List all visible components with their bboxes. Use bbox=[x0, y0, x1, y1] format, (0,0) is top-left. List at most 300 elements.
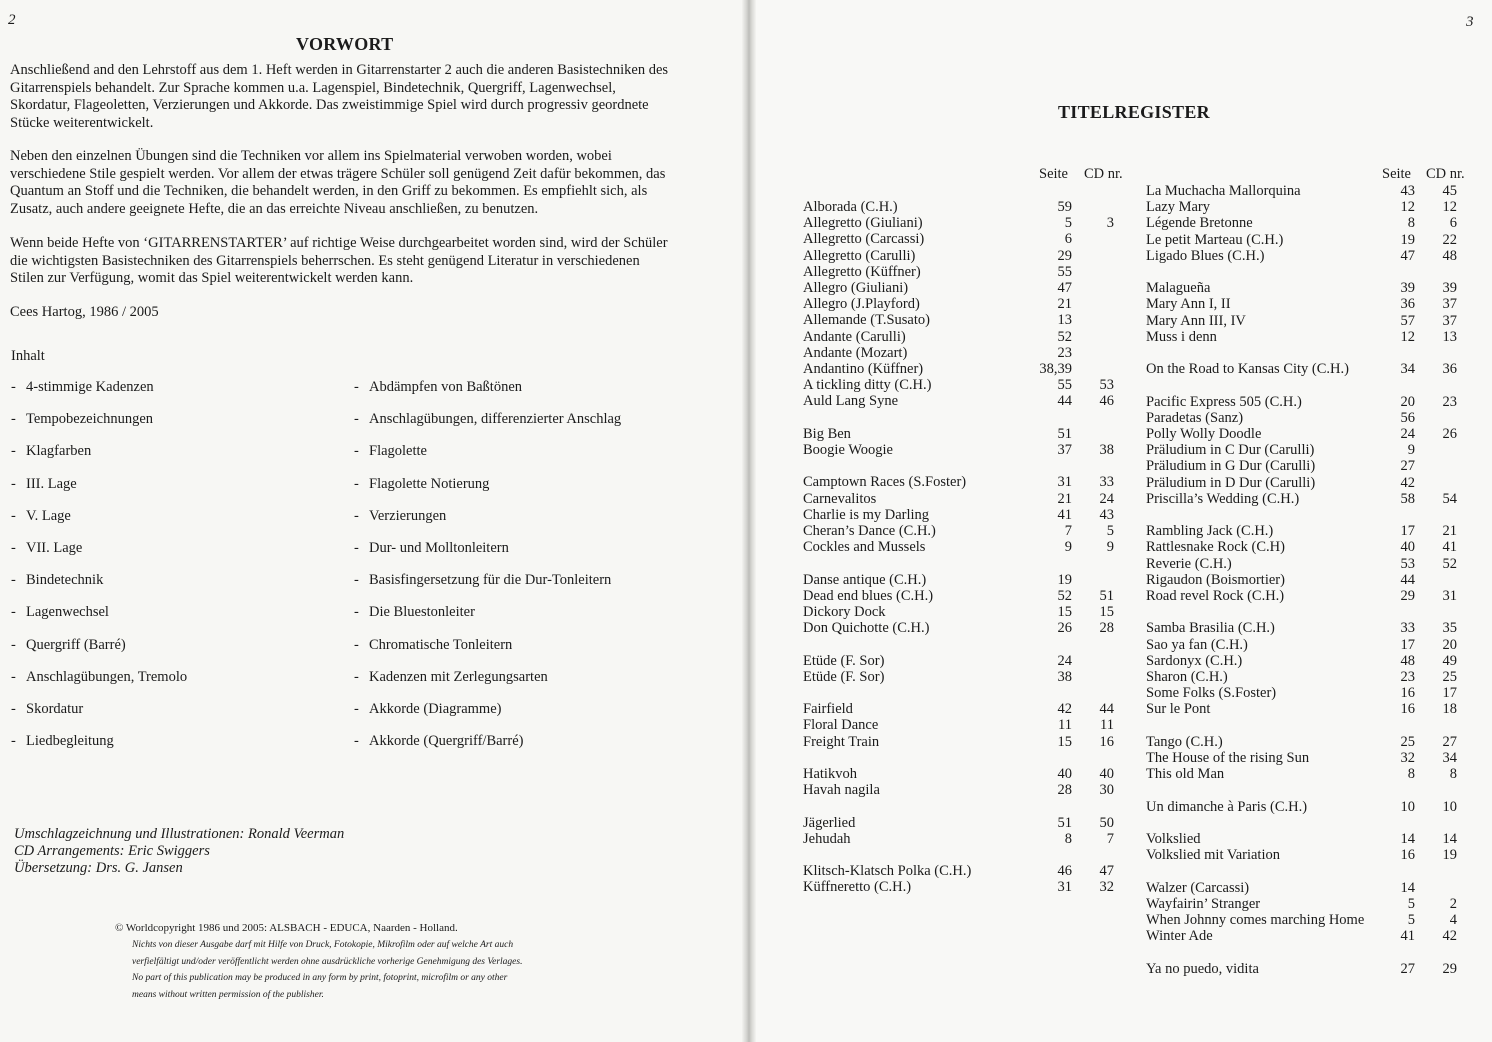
page-ref: 5 bbox=[1407, 895, 1415, 912]
index-row bbox=[803, 215, 1114, 231]
page-ref: 58 bbox=[1400, 490, 1415, 507]
column-header-cd: CD nr. bbox=[1426, 166, 1465, 182]
credit-line: CD Arrangements: Eric Swiggers bbox=[14, 843, 210, 859]
paragraph-text: Anschließend and den Lehrstoff aus dem 1. Heft werden in Gitarrenstarter 2 auch die anderen Basistechniken des Gitarrenspiels behandelt. Zur Sprache kommen u.a. Lagenspiel, Bindetechnik, Quergriff, Lagenwechsel, Skordatur, Flageoletten, Verzierungen und Akkorde. Das zweistimmige Spiel wird durch progressiv geordnete Stücke weiterentwickelt. bbox=[10, 62, 669, 131]
cd-track: 43 bbox=[1099, 506, 1114, 523]
cd-track: 47 bbox=[1099, 863, 1114, 880]
page-ref: 23 bbox=[1400, 669, 1415, 685]
page-number: 2 bbox=[8, 12, 16, 28]
piece-title: Wayfairin’ Stranger bbox=[1146, 895, 1261, 912]
index-row bbox=[803, 653, 1114, 669]
cd-track: 33 bbox=[1099, 474, 1114, 491]
page-ref: 41 bbox=[1400, 928, 1415, 945]
copyright-note: No part of this publication may be produced in any form by print, fotoprint, microfilm or any other bbox=[132, 973, 508, 983]
index-row bbox=[803, 248, 1114, 264]
piece-title: Präludium in D Dur (Carulli) bbox=[1146, 474, 1316, 491]
piece-title: Don Quichotte (C.H.) bbox=[803, 620, 930, 637]
index-row bbox=[803, 231, 1114, 247]
page-ref: 51 bbox=[1057, 814, 1072, 831]
index-row bbox=[1146, 426, 1457, 442]
piece-title: Mary Ann I, II bbox=[1146, 296, 1231, 313]
bullet-dash: - bbox=[354, 636, 359, 653]
bullet-dash: - bbox=[11, 443, 16, 460]
piece-title: Big Ben bbox=[803, 425, 851, 442]
page-ref: 16 bbox=[1400, 701, 1415, 718]
index-row bbox=[1146, 588, 1457, 604]
piece-title: Allemande (T.Susato) bbox=[803, 312, 930, 329]
bullet-dash: - bbox=[354, 701, 359, 717]
contents-item-label: Abdämpfen von Baßtönen bbox=[369, 379, 523, 395]
cd-track: 30 bbox=[1099, 782, 1114, 799]
page-ref: 28 bbox=[1057, 782, 1072, 799]
contents-item bbox=[354, 637, 512, 654]
piece-title: Danse antique (C.H.) bbox=[803, 571, 927, 588]
page-ref: 26 bbox=[1057, 620, 1072, 637]
piece-title: Dickory Dock bbox=[803, 604, 886, 620]
index-row bbox=[803, 474, 1114, 490]
page-ref: 42 bbox=[1400, 474, 1415, 491]
index-row bbox=[1146, 912, 1457, 928]
index-row bbox=[1146, 442, 1457, 458]
piece-title: Rambling Jack (C.H.) bbox=[1146, 523, 1274, 540]
contents-heading: Inhalt bbox=[11, 348, 45, 364]
index-row bbox=[1146, 199, 1457, 215]
copyright-notice bbox=[115, 922, 523, 1000]
page-ref: 20 bbox=[1400, 393, 1415, 410]
bullet-dash: - bbox=[11, 668, 16, 685]
cd-track: 16 bbox=[1099, 733, 1114, 750]
page-ref: 55 bbox=[1057, 377, 1072, 394]
page-title: TITELREGISTER bbox=[1058, 102, 1210, 122]
contents-item-label: Quergriff (Barré) bbox=[26, 636, 126, 653]
index-row bbox=[803, 831, 1114, 847]
contents-item bbox=[11, 508, 71, 525]
contents-item bbox=[354, 701, 501, 718]
index-row bbox=[1146, 750, 1457, 766]
piece-title: Winter Ade bbox=[1146, 928, 1213, 945]
page-ref: 6 bbox=[1064, 231, 1072, 248]
bullet-dash: - bbox=[11, 411, 16, 428]
credit-line: Übersetzung: Drs. G. Jansen bbox=[14, 860, 183, 876]
page-ref: 37 bbox=[1057, 442, 1072, 458]
piece-title: Cheran’s Dance (C.H.) bbox=[803, 523, 936, 539]
page-number: 3 bbox=[1466, 14, 1474, 30]
page-ref: 16 bbox=[1400, 847, 1415, 864]
cd-track: 25 bbox=[1442, 669, 1457, 685]
cd-track: 5 bbox=[1106, 523, 1114, 539]
bullet-dash: - bbox=[354, 507, 359, 524]
cd-track: 42 bbox=[1442, 928, 1457, 945]
contents-item bbox=[11, 476, 77, 493]
page-ref: 31 bbox=[1057, 879, 1072, 896]
page-ref: 52 bbox=[1057, 328, 1072, 345]
page-ref: 11 bbox=[1058, 717, 1072, 734]
piece-title: Allegretto (Küffner) bbox=[803, 263, 921, 280]
contents-item-label: III. Lage bbox=[26, 475, 77, 492]
page-ref: 59 bbox=[1057, 199, 1072, 215]
bullet-dash: - bbox=[354, 443, 359, 460]
contents-item bbox=[11, 637, 126, 654]
page-ref: 13 bbox=[1057, 312, 1072, 329]
page-ref: 56 bbox=[1400, 409, 1415, 426]
contents-item-label: Bindetechnik bbox=[26, 572, 104, 589]
cd-track: 17 bbox=[1442, 685, 1457, 702]
cd-track: 14 bbox=[1442, 831, 1457, 847]
cd-track: 44 bbox=[1099, 701, 1114, 718]
piece-title: Auld Lang Syne bbox=[803, 393, 899, 410]
index-row bbox=[1146, 183, 1457, 199]
cd-track: 26 bbox=[1442, 426, 1457, 442]
page-ref: 10 bbox=[1400, 798, 1415, 815]
contents-item-label: Lagenwechsel bbox=[26, 604, 109, 621]
page-ref: 24 bbox=[1057, 652, 1072, 669]
bullet-dash: - bbox=[354, 733, 359, 750]
piece-title: The House of the rising Sun bbox=[1146, 750, 1310, 766]
piece-title: A tickling ditty (C.H.) bbox=[803, 377, 932, 394]
cd-track: 23 bbox=[1442, 393, 1457, 410]
contents-item-label: 4-stimmige Kadenzen bbox=[26, 379, 154, 395]
contents-item-label: Chromatische Tonleitern bbox=[369, 636, 513, 653]
cd-track: 37 bbox=[1442, 296, 1457, 313]
index-row bbox=[1146, 329, 1457, 345]
index-row bbox=[803, 361, 1114, 377]
cd-track: 39 bbox=[1442, 280, 1457, 297]
index-row bbox=[803, 588, 1114, 604]
page-ref: 15 bbox=[1057, 733, 1072, 750]
cd-track: 22 bbox=[1442, 231, 1457, 248]
copyright-line: © Worldcopyright 1986 und 2005: ALSBACH - EDUCA, Naarden - Holland. bbox=[115, 922, 458, 934]
piece-title: Präludium in C Dur (Carulli) bbox=[1146, 442, 1315, 459]
piece-title: Allegretto (Carulli) bbox=[803, 247, 916, 264]
piece-title: Präludium in G Dur (Carulli) bbox=[1146, 458, 1316, 475]
contents-item-label: Anschlagübungen, differenzierter Anschlag bbox=[369, 411, 622, 428]
contents-item-label: Klagfarben bbox=[26, 443, 92, 460]
page-ref: 17 bbox=[1400, 523, 1415, 540]
bullet-dash: - bbox=[11, 604, 16, 621]
piece-title: Samba Brasilia (C.H.) bbox=[1146, 620, 1275, 637]
bullet-dash: - bbox=[11, 572, 16, 589]
index-row bbox=[803, 539, 1114, 555]
bullet-dash: - bbox=[11, 507, 16, 524]
piece-title: Camptown Races (S.Foster) bbox=[803, 474, 967, 491]
piece-title: Muss i denn bbox=[1146, 328, 1217, 345]
page-ref: 19 bbox=[1400, 231, 1415, 248]
contents-item-label: Flagolette bbox=[369, 443, 427, 460]
page-ref: 33 bbox=[1400, 620, 1415, 637]
piece-title: Volkslied bbox=[1146, 831, 1201, 847]
piece-title: Andantino (Küffner) bbox=[803, 361, 924, 377]
column-header-cd: CD nr. bbox=[1084, 166, 1123, 182]
index-row bbox=[1146, 896, 1457, 912]
piece-title: Rigaudon (Boismortier) bbox=[1146, 571, 1285, 588]
piece-title: Charlie is my Darling bbox=[803, 506, 930, 523]
index-row bbox=[1146, 880, 1457, 896]
piece-title: Jägerlied bbox=[803, 814, 856, 831]
index-row bbox=[803, 507, 1114, 523]
cd-track: 19 bbox=[1442, 847, 1457, 864]
index-row bbox=[803, 280, 1114, 296]
index-row bbox=[803, 393, 1114, 409]
contents-item-label: Akkorde (Diagramme) bbox=[369, 701, 502, 717]
piece-title: Some Folks (S.Foster) bbox=[1146, 685, 1277, 702]
index-row bbox=[803, 523, 1114, 539]
index-row bbox=[1146, 410, 1457, 426]
bullet-dash: - bbox=[354, 604, 359, 621]
column-header-seite: Seite bbox=[1039, 166, 1068, 182]
index-row bbox=[803, 377, 1114, 393]
cd-track: 38 bbox=[1099, 442, 1114, 458]
page-ref: 9 bbox=[1407, 442, 1415, 459]
piece-title: Légende Bretonne bbox=[1146, 215, 1253, 232]
cd-track: 10 bbox=[1442, 798, 1457, 815]
contents-item-label: Verzierungen bbox=[369, 507, 447, 524]
piece-title: Etüde (F. Sor) bbox=[803, 652, 885, 669]
index-row bbox=[1146, 458, 1457, 474]
bullet-dash: - bbox=[11, 636, 16, 653]
page-ref: 42 bbox=[1057, 701, 1072, 718]
page-ref: 47 bbox=[1400, 247, 1415, 264]
piece-title: Allegro (J.Playford) bbox=[803, 296, 920, 313]
page-ref: 34 bbox=[1400, 361, 1415, 378]
credits bbox=[14, 826, 344, 877]
cd-track: 13 bbox=[1442, 328, 1457, 345]
cd-track: 36 bbox=[1442, 361, 1457, 378]
page-ref: 40 bbox=[1057, 766, 1072, 782]
index-row bbox=[1146, 523, 1457, 539]
piece-title: When Johnny comes marching Home bbox=[1146, 912, 1365, 928]
piece-title: Mary Ann III, IV bbox=[1146, 312, 1246, 329]
contents-item-label: Skordatur bbox=[26, 701, 84, 717]
cd-track: 53 bbox=[1099, 377, 1114, 394]
bullet-dash: - bbox=[11, 701, 16, 717]
page-ref: 8 bbox=[1407, 766, 1415, 783]
cd-track: 6 bbox=[1449, 215, 1457, 232]
index-row bbox=[803, 604, 1114, 620]
page-ref: 44 bbox=[1057, 393, 1072, 410]
cd-track: 40 bbox=[1099, 766, 1114, 782]
contents-item-label: Basisfingersetzung für die Dur-Tonleitern bbox=[369, 572, 612, 589]
cd-track: 35 bbox=[1442, 620, 1457, 637]
piece-title: Havah nagila bbox=[803, 782, 880, 799]
index-row bbox=[1146, 361, 1457, 377]
contents-item bbox=[11, 379, 154, 396]
cd-track: 37 bbox=[1442, 312, 1457, 329]
contents-item-label: Kadenzen mit Zerlegungsarten bbox=[369, 668, 548, 685]
piece-title: Pacific Express 505 (C.H.) bbox=[1146, 393, 1302, 410]
page-ref: 5 bbox=[1064, 215, 1072, 232]
contents-item-label: VII. Lage bbox=[26, 540, 83, 556]
index-row bbox=[1146, 701, 1457, 717]
contents-item bbox=[11, 669, 187, 686]
piece-title: This old Man bbox=[1146, 766, 1225, 783]
cd-track: 12 bbox=[1442, 199, 1457, 216]
index-row bbox=[1146, 539, 1457, 555]
index-row bbox=[1146, 799, 1457, 815]
contents-item bbox=[354, 508, 446, 525]
piece-title: Paradetas (Sanz) bbox=[1146, 409, 1244, 426]
contents-item bbox=[354, 669, 548, 686]
piece-title: Dead end blues (C.H.) bbox=[803, 587, 934, 604]
piece-title: Carnevalitos bbox=[803, 490, 877, 507]
contents-item bbox=[11, 540, 82, 557]
piece-title: Ya no puedo, vidita bbox=[1146, 960, 1259, 977]
piece-title: Etüde (F. Sor) bbox=[803, 668, 885, 685]
contents-item-label: Dur- und Molltonleitern bbox=[369, 540, 509, 556]
index-row bbox=[1146, 961, 1457, 977]
page-ref: 29 bbox=[1400, 588, 1415, 604]
index-row bbox=[1146, 847, 1457, 863]
page-ref: 41 bbox=[1057, 506, 1072, 523]
bullet-dash: - bbox=[11, 475, 16, 492]
cd-track: 41 bbox=[1442, 539, 1457, 556]
index-row bbox=[803, 312, 1114, 328]
page-ref: 16 bbox=[1400, 685, 1415, 702]
piece-title: Priscilla’s Wedding (C.H.) bbox=[1146, 490, 1300, 507]
page-ref: 21 bbox=[1057, 296, 1072, 313]
contents-item-label: Anschlagübungen, Tremolo bbox=[26, 668, 188, 685]
piece-title: Road revel Rock (C.H.) bbox=[1146, 588, 1285, 604]
piece-title: Floral Dance bbox=[803, 717, 879, 734]
cd-track: 7 bbox=[1106, 830, 1114, 847]
cd-track: 21 bbox=[1442, 523, 1457, 540]
index-row bbox=[1146, 669, 1457, 685]
cd-track: 24 bbox=[1099, 490, 1114, 507]
page-ref: 57 bbox=[1400, 312, 1415, 329]
index-row bbox=[1146, 232, 1457, 248]
right-page bbox=[756, 0, 1492, 1042]
bullet-dash: - bbox=[354, 540, 359, 556]
piece-title: Lazy Mary bbox=[1146, 199, 1211, 216]
page-ref: 29 bbox=[1057, 247, 1072, 264]
page-ref: 53 bbox=[1400, 555, 1415, 572]
index-row bbox=[1146, 248, 1457, 264]
piece-title: Un dimanche à Paris (C.H.) bbox=[1146, 798, 1308, 815]
index-row bbox=[803, 426, 1114, 442]
cd-track: 50 bbox=[1099, 814, 1114, 831]
index-row bbox=[1146, 491, 1457, 507]
page-ref: 17 bbox=[1400, 636, 1415, 653]
piece-title: Andante (Mozart) bbox=[803, 344, 908, 361]
cd-track: 3 bbox=[1106, 215, 1114, 232]
contents-item bbox=[11, 733, 114, 750]
piece-title: Sao ya fan (C.H.) bbox=[1146, 636, 1248, 653]
piece-title: Boogie Woogie bbox=[803, 442, 893, 458]
cd-track: 8 bbox=[1449, 766, 1457, 783]
piece-title: Alborada (C.H.) bbox=[803, 199, 898, 215]
page-ref: 44 bbox=[1400, 571, 1415, 588]
contents-item-label: Akkorde (Quergriff/Barré) bbox=[369, 733, 524, 750]
page-ref: 36 bbox=[1400, 296, 1415, 313]
index-row bbox=[1146, 572, 1457, 588]
page-ref: 23 bbox=[1057, 344, 1072, 361]
cd-track: 49 bbox=[1442, 652, 1457, 669]
piece-title: Klitsch-Klatsch Polka (C.H.) bbox=[803, 863, 972, 880]
cd-track: 51 bbox=[1099, 587, 1114, 604]
cd-track: 20 bbox=[1442, 636, 1457, 653]
contents-item-label: Flagolette Notierung bbox=[369, 475, 490, 492]
index-row bbox=[1146, 734, 1457, 750]
page-ref: 25 bbox=[1400, 733, 1415, 750]
index-row bbox=[1146, 620, 1457, 636]
piece-title: Allegretto (Carcassi) bbox=[803, 231, 925, 248]
paragraph bbox=[10, 235, 675, 288]
piece-title: Andante (Carulli) bbox=[803, 328, 906, 345]
page-ref: 14 bbox=[1400, 879, 1415, 896]
page-ref: 31 bbox=[1057, 474, 1072, 491]
cd-track: 32 bbox=[1099, 879, 1114, 896]
piece-title: Allegretto (Giuliani) bbox=[803, 215, 923, 232]
contents-item bbox=[11, 411, 153, 428]
page-ref: 51 bbox=[1057, 425, 1072, 442]
piece-title: Ligado Blues (C.H.) bbox=[1146, 247, 1265, 264]
copyright-note: Nichts von dieser Ausgabe darf mit Hilfe von Druck, Fotokopie, Mikrofilm oder auf welche Art auch bbox=[132, 940, 514, 950]
contents-item bbox=[11, 443, 91, 460]
index-row bbox=[1146, 296, 1457, 312]
contents-item bbox=[354, 604, 475, 621]
paragraph bbox=[10, 148, 675, 218]
page-ref: 48 bbox=[1400, 652, 1415, 669]
index-row bbox=[803, 717, 1114, 733]
bullet-dash: - bbox=[354, 475, 359, 492]
piece-title: Sur le Pont bbox=[1146, 701, 1211, 718]
bullet-dash: - bbox=[11, 733, 16, 750]
piece-title: Le petit Marteau (C.H.) bbox=[1146, 231, 1284, 248]
index-row bbox=[1146, 685, 1457, 701]
cd-track: 4 bbox=[1449, 912, 1457, 928]
index-row bbox=[1146, 313, 1457, 329]
page-ref: 12 bbox=[1400, 328, 1415, 345]
piece-title: Malagueña bbox=[1146, 280, 1211, 297]
piece-title: Küffneretto (C.H.) bbox=[803, 879, 912, 896]
index-row bbox=[803, 296, 1114, 312]
page-ref: 39 bbox=[1400, 280, 1415, 297]
piece-title: Jehudah bbox=[803, 830, 851, 847]
contents-item bbox=[11, 572, 103, 589]
index-row bbox=[1146, 215, 1457, 231]
index-row bbox=[1146, 280, 1457, 296]
index-row bbox=[1146, 637, 1457, 653]
contents-item bbox=[354, 411, 621, 428]
bullet-dash: - bbox=[354, 411, 359, 428]
page-ref: 27 bbox=[1400, 458, 1415, 475]
paragraph-text: Neben den einzelnen Übungen sind die Techniken vor allem ins Spielmaterial verwoben worden, wobei verschiedene Stile gespielt werden. Vor allem der etwas trägere Schüler soll genügend Zeit dafür bekommen, das Quantum an Stoff und die Techniken, die behandelt werden, in den Griff zu bekommen. Es empfiehlt sich, als Zusatz, auch andere geeignete Hefte, die an das erreichte Niveau anschließen, zu benutzen. bbox=[10, 148, 666, 217]
index-row bbox=[1146, 556, 1457, 572]
index-row bbox=[803, 879, 1114, 895]
piece-title: Tango (C.H.) bbox=[1146, 733, 1223, 750]
contents-item bbox=[354, 476, 489, 493]
cd-track: 11 bbox=[1100, 717, 1114, 734]
cd-track: 15 bbox=[1099, 604, 1114, 620]
page-ref: 46 bbox=[1057, 863, 1072, 880]
cd-track: 28 bbox=[1099, 620, 1114, 637]
index-row bbox=[1146, 831, 1457, 847]
contents-item-label: V. Lage bbox=[26, 507, 71, 524]
contents-item bbox=[354, 379, 522, 396]
index-row bbox=[803, 620, 1114, 636]
page-ref: 19 bbox=[1057, 571, 1072, 588]
page-ref: 14 bbox=[1400, 831, 1415, 847]
piece-title: Walzer (Carcassi) bbox=[1146, 879, 1250, 896]
column-header-seite: Seite bbox=[1382, 166, 1411, 182]
cd-track: 27 bbox=[1442, 733, 1457, 750]
piece-title: Fairfield bbox=[803, 701, 853, 718]
piece-title: Reverie (C.H.) bbox=[1146, 555, 1232, 572]
cd-track: 52 bbox=[1442, 555, 1457, 572]
bullet-dash: - bbox=[354, 668, 359, 685]
page-ref: 38 bbox=[1057, 668, 1072, 685]
index-row bbox=[803, 782, 1114, 798]
index-row bbox=[803, 701, 1114, 717]
